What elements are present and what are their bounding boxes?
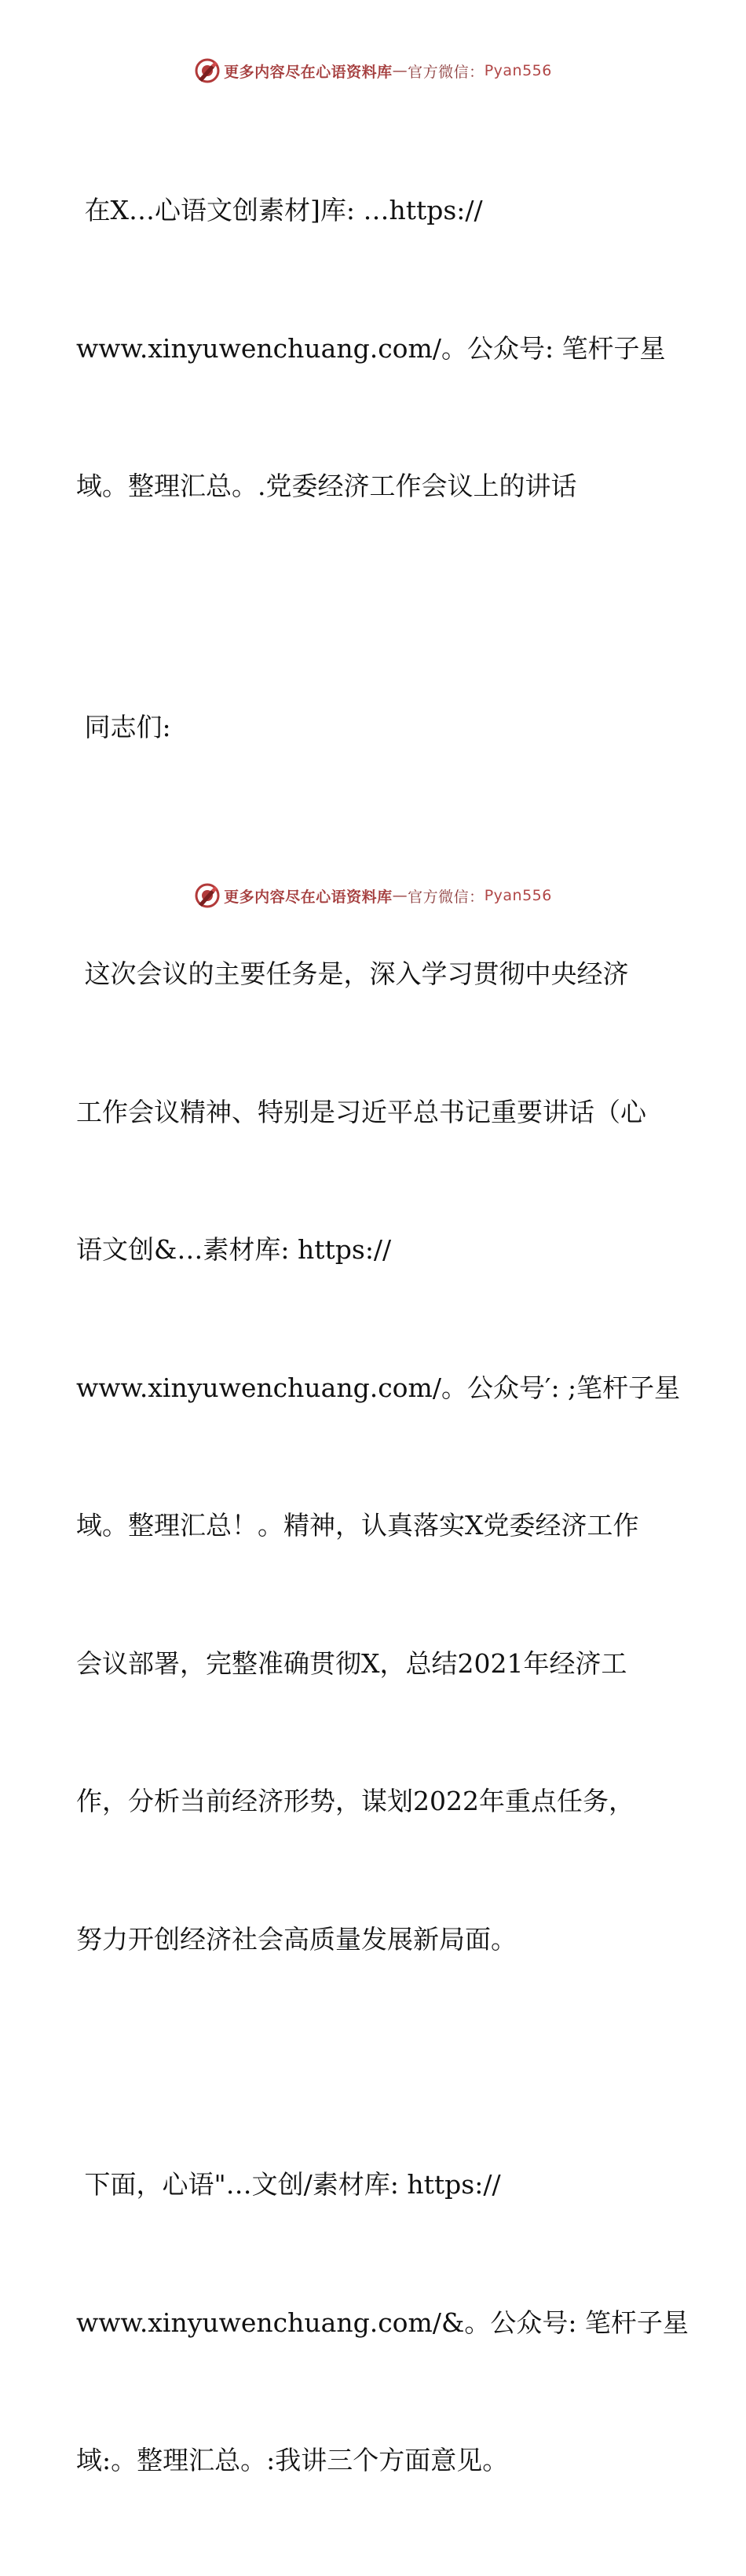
- text-line: 域。整理汇总！。精神，认真落实X党委经济工作: [76, 1510, 639, 1541]
- banner-wechat-label: 官方微信：: [408, 888, 485, 906]
- document-body: [76, 96, 689, 2576]
- paragraph-salutation: [76, 613, 681, 843]
- red-pen-circle-logo-icon: [194, 57, 221, 84]
- text-line: www.xinyuwenchuang.com/&。公众号: 笔杆子星: [76, 2307, 689, 2338]
- text-line: 域:。整理汇总。:我讲三个方面意见。: [76, 2445, 509, 2475]
- text-line: 同志们:: [76, 711, 171, 742]
- paragraph-main: [76, 859, 681, 2054]
- banner-wechat-label: 官方微信：: [408, 63, 485, 81]
- text-line: 作，分析当前经济形势，谋划2022年重点任务，: [76, 1786, 634, 1816]
- header-watermark-banner: [0, 55, 746, 86]
- text-line: 会议部署，完整准确贯彻X，总结2021年经济工: [76, 1647, 627, 1679]
- text-line: www.xinyuwenchuang.com/。公众号′: ;笔杆子星: [76, 1372, 681, 1403]
- banner-dash: —: [392, 62, 408, 79]
- paragraph-intro: [76, 96, 681, 602]
- text-line: 努力开创经济社会高质量发展新局面。: [76, 1923, 517, 1955]
- red-pen-circle-logo-icon: [194, 882, 221, 909]
- paragraph-closing: [76, 2070, 689, 2576]
- banner-lead-text: 更多内容尽在心语资料库: [224, 63, 393, 81]
- banner-wechat-id: Pyan556: [484, 62, 552, 79]
- text-line: 下面，心语"…文创/素材库: https://: [76, 2169, 501, 2200]
- text-line: 域。整理汇总。.党委经济工作会议上的讲话: [76, 471, 577, 501]
- banner-dash: —: [392, 887, 408, 904]
- banner-lead-text: 更多内容尽在心语资料库: [224, 888, 393, 906]
- text-line: 工作会议精神、特别是习近平总书记重要讲话（心: [76, 1096, 646, 1127]
- footer-watermark-banner: [0, 880, 746, 911]
- text-line: www.xinyuwenchuang.com/。公众号: 笔杆子星: [76, 332, 666, 364]
- text-line: 语文创&…素材库: https://: [76, 1234, 392, 1265]
- text-line: 这次会议的主要任务是，深入学习贯彻中央经济: [76, 958, 629, 989]
- text-line: 在X…心语文创素材]库: …https://: [76, 195, 483, 225]
- banner-wechat-id: Pyan556: [484, 887, 552, 904]
